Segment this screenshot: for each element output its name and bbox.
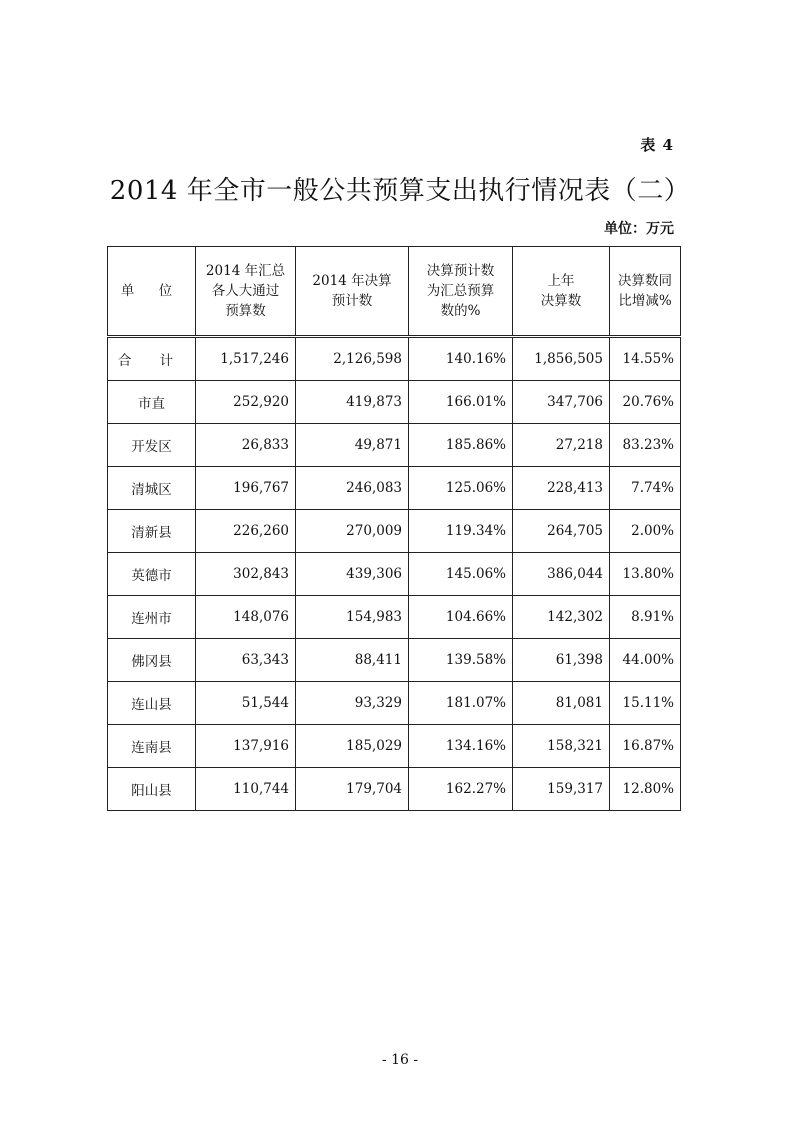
unit-label: 单位：万元	[604, 221, 674, 237]
table-cell-unit: 清新县	[108, 510, 196, 553]
table-label: 表 4	[640, 136, 674, 154]
table-cell-final-estimate: 2,126,598	[296, 337, 409, 381]
table-cell-budget-approved: 63,343	[196, 639, 296, 682]
table-cell-unit: 市直	[108, 381, 196, 424]
table-cell-yoy-change: 14.55%	[610, 337, 681, 381]
table-cell-last-year: 61,398	[513, 639, 610, 682]
page-title: 2014 年全市一般公共预算支出执行情况表（二）	[109, 176, 691, 206]
table-row	[108, 596, 681, 639]
table-cell-final-estimate: 154,983	[296, 596, 409, 639]
table-cell-last-year: 158,321	[513, 725, 610, 768]
table-row	[108, 725, 681, 768]
table-cell-estimate-ratio: 181.07%	[409, 682, 513, 725]
page-number: - 16 -	[381, 1052, 419, 1068]
table-cell-unit: 英德市	[108, 553, 196, 596]
table-row	[108, 510, 681, 553]
table-cell-unit: 连山县	[108, 682, 196, 725]
table-cell-estimate-ratio: 140.16%	[409, 337, 513, 381]
table-cell-yoy-change: 44.00%	[610, 639, 681, 682]
budget-table	[107, 246, 681, 811]
table-cell-unit: 佛冈县	[108, 639, 196, 682]
table-cell-final-estimate: 179,704	[296, 768, 409, 811]
table-cell-last-year: 1,856,505	[513, 337, 610, 381]
table-cell-yoy-change: 12.80%	[610, 768, 681, 811]
header-estimate-ratio: 决算预计数 为汇总预算 数的%	[409, 247, 513, 337]
table-cell-yoy-change: 16.87%	[610, 725, 681, 768]
table-cell-final-estimate: 246,083	[296, 467, 409, 510]
table-cell-estimate-ratio: 145.06%	[409, 553, 513, 596]
table-cell-final-estimate: 270,009	[296, 510, 409, 553]
table-cell-yoy-change: 7.74%	[610, 467, 681, 510]
table-row	[108, 682, 681, 725]
table-cell-yoy-change: 2.00%	[610, 510, 681, 553]
header-budget-approved: 2014 年汇总 各人大通过 预算数	[196, 247, 296, 337]
table-cell-final-estimate: 439,306	[296, 553, 409, 596]
table-row	[108, 467, 681, 510]
table-cell-yoy-change: 8.91%	[610, 596, 681, 639]
table-cell-budget-approved: 26,833	[196, 424, 296, 467]
header-yoy-change: 决算数同 比增减%	[610, 247, 681, 337]
table-cell-unit: 连南县	[108, 725, 196, 768]
table-cell-estimate-ratio: 104.66%	[409, 596, 513, 639]
table-cell-final-estimate: 88,411	[296, 639, 409, 682]
table-cell-last-year: 81,081	[513, 682, 610, 725]
table-cell-estimate-ratio: 162.27%	[409, 768, 513, 811]
header-row	[108, 247, 681, 337]
table-cell-budget-approved: 1,517,246	[196, 337, 296, 381]
table-cell-yoy-change: 15.11%	[610, 682, 681, 725]
table-cell-yoy-change: 20.76%	[610, 381, 681, 424]
table-cell-budget-approved: 51,544	[196, 682, 296, 725]
table-row	[108, 553, 681, 596]
table-cell-budget-approved: 137,916	[196, 725, 296, 768]
table-cell-yoy-change: 13.80%	[610, 553, 681, 596]
header-unit: 单 位	[108, 247, 196, 337]
table-cell-unit: 清城区	[108, 467, 196, 510]
table-cell-estimate-ratio: 119.34%	[409, 510, 513, 553]
table-cell-budget-approved: 196,767	[196, 467, 296, 510]
table-cell-estimate-ratio: 125.06%	[409, 467, 513, 510]
table-cell-estimate-ratio: 139.58%	[409, 639, 513, 682]
table-cell-last-year: 228,413	[513, 467, 610, 510]
table-cell-last-year: 386,044	[513, 553, 610, 596]
table-cell-final-estimate: 419,873	[296, 381, 409, 424]
table-row	[108, 768, 681, 811]
table-cell-last-year: 159,317	[513, 768, 610, 811]
header-final-estimate: 2014 年决算 预计数	[296, 247, 409, 337]
table-cell-last-year: 142,302	[513, 596, 610, 639]
table-row	[108, 639, 681, 682]
header-last-year: 上年 决算数	[513, 247, 610, 337]
table-cell-budget-approved: 110,744	[196, 768, 296, 811]
table-cell-estimate-ratio: 134.16%	[409, 725, 513, 768]
table-row	[108, 424, 681, 467]
table-cell-budget-approved: 226,260	[196, 510, 296, 553]
table-cell-unit: 开发区	[108, 424, 196, 467]
table-cell-budget-approved: 252,920	[196, 381, 296, 424]
table-row-total	[108, 337, 681, 381]
table-row	[108, 381, 681, 424]
table-cell-unit: 合 计	[108, 337, 196, 381]
table-cell-estimate-ratio: 166.01%	[409, 381, 513, 424]
table-cell-final-estimate: 93,329	[296, 682, 409, 725]
table-cell-last-year: 27,218	[513, 424, 610, 467]
table-cell-yoy-change: 83.23%	[610, 424, 681, 467]
table-cell-budget-approved: 302,843	[196, 553, 296, 596]
table-cell-last-year: 264,705	[513, 510, 610, 553]
table-cell-final-estimate: 49,871	[296, 424, 409, 467]
table-cell-unit: 阳山县	[108, 768, 196, 811]
table-cell-estimate-ratio: 185.86%	[409, 424, 513, 467]
table-cell-last-year: 347,706	[513, 381, 610, 424]
table-cell-budget-approved: 148,076	[196, 596, 296, 639]
table-cell-unit: 连州市	[108, 596, 196, 639]
table-cell-final-estimate: 185,029	[296, 725, 409, 768]
